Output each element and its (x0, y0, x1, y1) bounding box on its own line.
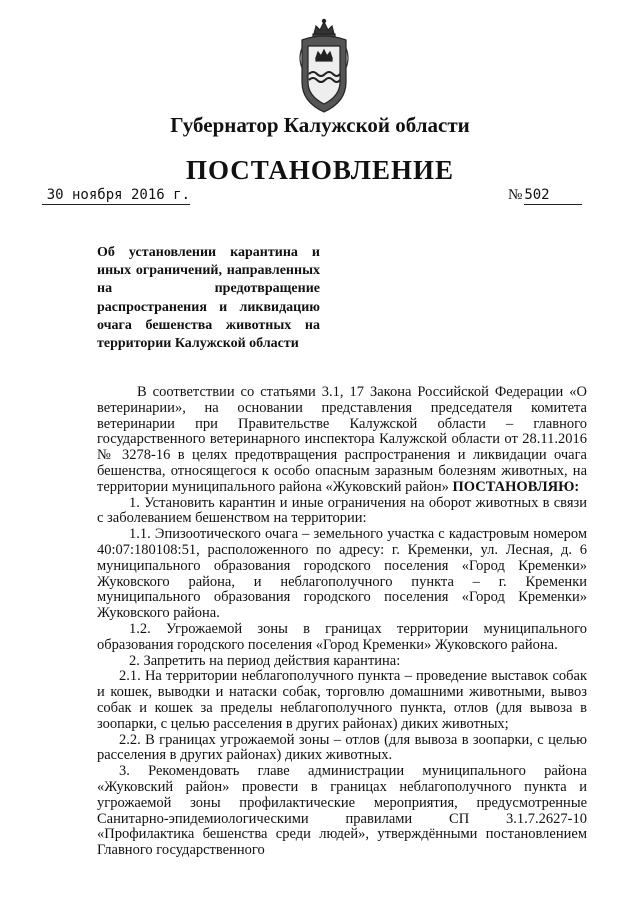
number-label: № (508, 187, 523, 203)
document-number (508, 186, 604, 205)
document-date: 30 ноября 2016 г. (42, 186, 190, 205)
body-paragraph: 1.1. Эпизоотического очага – земельного участка с кадастровым номером 40:07:180108:51, расположенного по адресу: г. Кременки, ул. Лесная, д. 6 муниципального образования городского поселения «Город Кременки» Жуковского района, и неблагополучного пункта – г. Кременки муниципального образования городского поселения «Город Кременки» Жуковского района. (97, 526, 587, 622)
body-paragraph: 1.2. Угрожаемой зоны в границах территории муниципального образования городского поселения «Город Кременки» Жуковского района. (97, 620, 587, 653)
decree-keyword: ПОСТАНОВЛЯЮ: (452, 478, 580, 495)
body-paragraph: 3. Рекомендовать главе администрации муниципального района «Жуковский район» провести в границах неблагополучного пункта и угрожаемой зоны профилактические мероприятия, предусмотренные Санитарно-эпидемиологическими правилами СП 3.1.7.2627-10 «Профилактика бешенства среди людей», утверждёнными постановлением Главного государственного (97, 763, 587, 859)
document-subject: Об установлении карантина и иных ограничений, направленных на предотвращение распространения и ликвидацию очага бешенства животных на территории Калужской области (97, 245, 320, 352)
document-type: ПОСТАНОВЛЕНИЕ (185, 155, 455, 185)
paragraph-text: В соответствии со статьями 3.1, 17 Закона Российской Федерации «О ветеринарии», на основании представления председателя комитета ветеринарии при Правительстве Калужской области – главного государственного ветеринарного инспектора Калужской области от 28.11.2016 № 3278-16 в целях предотвращения распространения и ликвидации очага бешенства, относящегося к особо опасным заразным болезням животных, на территории муниципального района «Жуковский район» (97, 384, 587, 495)
kaluga-coat-of-arms-icon (296, 18, 352, 118)
issuer-title: Губернатор Калужской области (170, 113, 470, 137)
body-paragraph: 1. Установить карантин и иные ограничения на оборот животных в связи с заболеванием бешенством на территории: (97, 494, 587, 527)
body-paragraph: 2.1. На территории неблагополучного пункта – проведение выставок собак и кошек, выводки и натаски собак, торговлю домашними животными, вывоз собак и кошек за пределы неблагополучного пункта, отлов (для вывоза в зоопарки, с целью расселения в других районах) диких животных; (97, 668, 587, 732)
number-value: 502 (524, 186, 582, 205)
body-paragraph: 2. Запретить на период действия карантина: (129, 652, 401, 669)
document-body (97, 385, 587, 859)
body-paragraph: 2.2. В границах угрожаемой зоны – отлов (для вывоза в зоопарки, с целью расселения в других районах) диких животных. (97, 731, 587, 764)
body-paragraph (97, 385, 587, 496)
